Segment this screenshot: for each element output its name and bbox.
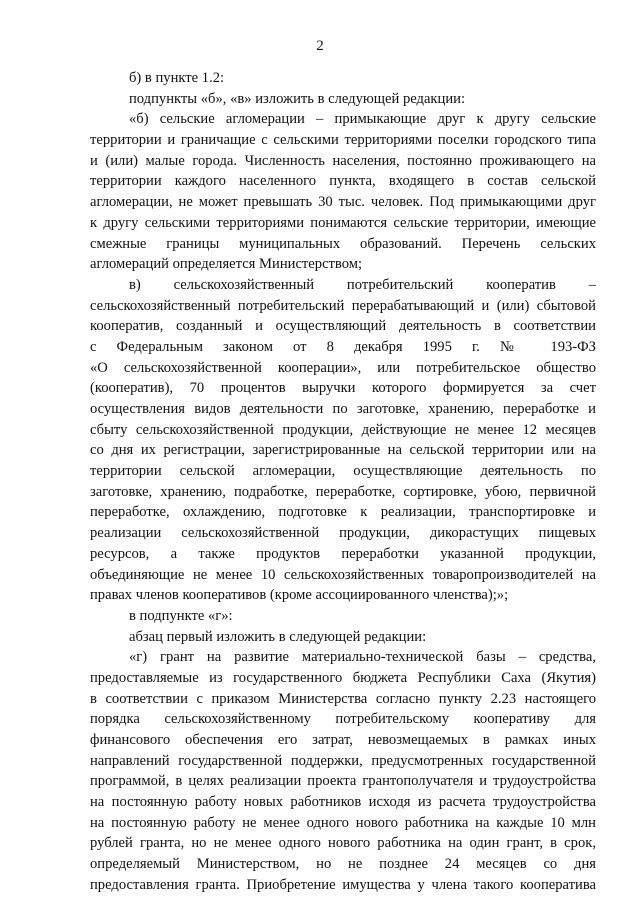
text-line: сбыту сельскохозяйственной продукции, действующие не менее 12 месяцев — [90, 421, 596, 438]
text-line: на постоянную работу новых работников исходя из расчета трудоустройства — [90, 794, 596, 811]
text-line: территории и граничащие с сельскими территориями поселки городского типа — [90, 132, 596, 149]
text-line: сельскохозяйственный потребительский перерабатывающий и (или) сбытовой — [90, 297, 596, 314]
text-line: программой, в целях реализации проекта грантополучателя и трудоустройства — [90, 773, 596, 790]
text-line: правах членов кооперативов (кроме ассоциированного членства);»; — [90, 587, 509, 604]
text-line: агломераций определяется Министерством; — [90, 256, 363, 273]
text-line: направлений государственной поддержки, предусмотренных государственной — [90, 752, 596, 769]
text-line: подпункты «б», «в» изложить в следующей редакции: — [129, 90, 466, 107]
text-line: переработке, охлаждению, подготовке к реализации, транспортировке и — [90, 504, 596, 521]
text-line: (кооператив), 70 процентов выручки которого формируется за счет — [90, 380, 596, 397]
text-line: с Федеральным законом от 8 декабря 1995 г. № 193-ФЗ — [90, 338, 596, 355]
text-line: рублей гранта, но не менее одного нового работника на один грант, в срок, — [90, 835, 596, 852]
text-line: определяемый Министерством, но не позднее 24 месяцев со дня — [90, 856, 596, 873]
text-line: со дня их регистрации, зарегистрированные на сельской территории или на — [90, 442, 596, 459]
text-line: в подпункте «г»: — [129, 607, 233, 624]
text-line: осуществления видов деятельности по заготовке, хранению, переработке и — [90, 401, 596, 417]
text-line: предоставляемые из государственного бюджета Республики Саха (Якутия) — [90, 669, 596, 686]
text-line: ресурсов, а также продуктов переработки указанной продукции, — [90, 545, 596, 562]
text-line: и (или) малые города. Численность населения, постоянно проживающего на — [90, 152, 596, 169]
text-line: реализации сельскохозяйственной продукции, дикорастущих пищевых — [90, 525, 596, 542]
text-line: на постоянную работу не менее одного нового работника на каждые 10 млн — [90, 814, 596, 831]
text-line: в соответствии с приказом Министерства согласно пункту 2.23 настоящего — [90, 690, 596, 707]
text-line: в) сельскохозяйственный потребительский кооператив – — [129, 276, 596, 293]
text-line: смежные границы муниципальных образований. Перечень сельских — [90, 235, 596, 252]
text-line: территории сельской агломерации, осуществляющие деятельность по — [90, 463, 596, 480]
text-line: «г) грант на развитие материально-технической базы – средства, — [129, 649, 596, 666]
text-line: финансового обеспечения его затрат, невозмещаемых в рамках иных — [90, 732, 596, 748]
text-line: к другу сельскими территориями понимаются сельские территории, имеющие — [90, 214, 596, 231]
text-line: заготовке, хранению, подработке, переработке, сортировке, убою, первичной — [90, 483, 596, 500]
text-line: порядка сельскохозяйственному потребительскому кооперативу для — [90, 711, 596, 728]
text-line: территории каждого населенного пункта, входящего в состав сельской — [90, 173, 596, 190]
document-body — [90, 68, 596, 896]
text-line: предоставления гранта. Приобретение имущества у члена такого кооператива — [90, 876, 596, 893]
page-number: 2 — [316, 38, 324, 54]
text-line: абзац первый изложить в следующей редакции: — [129, 628, 427, 645]
text-line: б) в пункте 1.2: — [129, 70, 225, 86]
text-line: «б) сельские агломерации – примыкающие друг к другу сельские — [129, 111, 596, 128]
text-line: агломерации, не может превышать 30 тыс. человек. Под примыкающими друг — [90, 194, 596, 211]
text-line: «О сельскохозяйственной кооперации», или потребительское общество — [90, 359, 596, 376]
text-line: кооператив, созданный и осуществляющий деятельность в соответствии — [90, 318, 596, 335]
text-line: объединяющие не менее 10 сельскохозяйственных товаропроизводителей на — [90, 566, 596, 583]
